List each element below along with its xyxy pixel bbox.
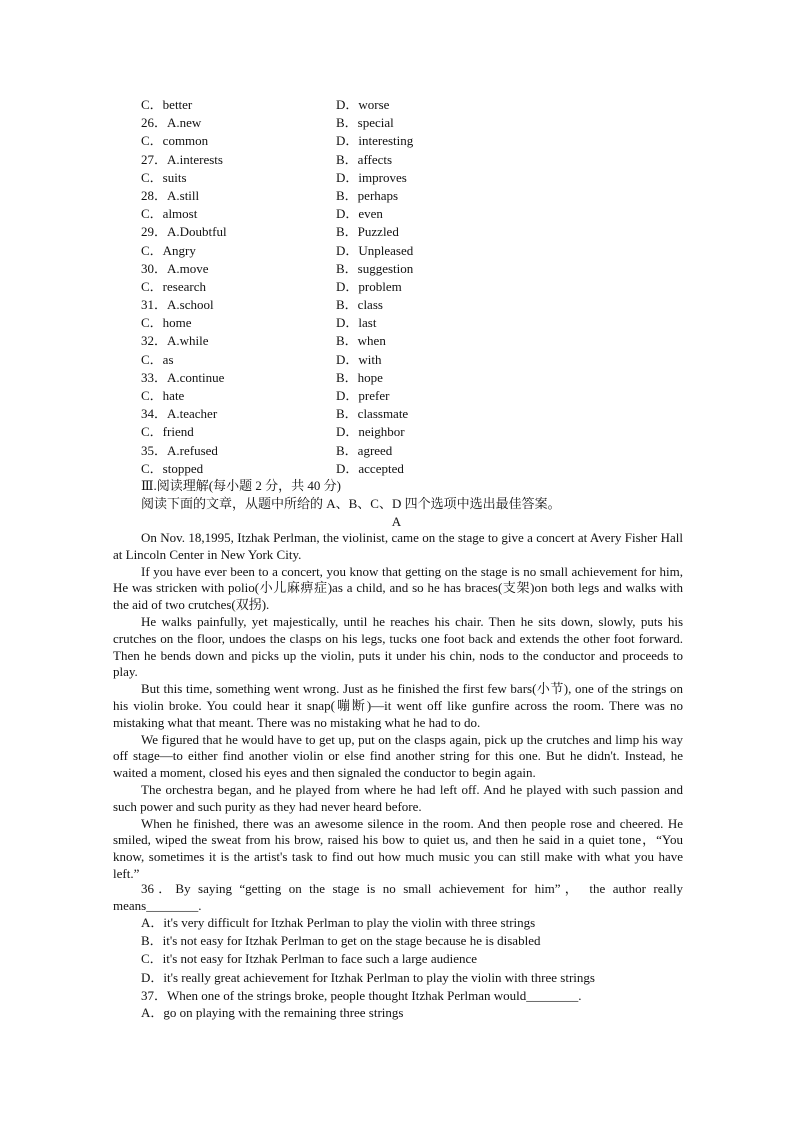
option-row: [141, 278, 561, 296]
option-right: D．worse: [336, 97, 390, 112]
option-left: 31．A.school: [141, 297, 214, 313]
option-left: C．better: [141, 97, 193, 112]
option-left: C．Angry: [141, 242, 196, 258]
option-row: [141, 223, 561, 241]
option-left: 30．A.move: [141, 260, 209, 276]
question-stem: 36．By saying “getting on the stage is no small achievement for him”， the author really means________.: [113, 881, 683, 913]
option-left: C．friend: [141, 424, 194, 440]
reading-passage: [113, 530, 683, 883]
option-row: [141, 260, 561, 278]
answer-option: B．it's not easy for Itzhak Perlman to get on the stage because he is disabled: [141, 933, 541, 949]
option-left: C．research: [141, 278, 206, 294]
option-left: 33．A.continue: [141, 369, 225, 385]
option-row: [141, 205, 561, 223]
option-left: C．home: [141, 315, 192, 331]
option-row: [141, 369, 561, 387]
option-row: [141, 151, 561, 169]
option-right: B．hope: [336, 369, 383, 385]
option-row: [141, 387, 561, 405]
option-row: [141, 242, 561, 260]
option-row: [141, 351, 561, 369]
question-36: [113, 880, 683, 987]
option-left: 26．A.new: [141, 115, 202, 131]
option-right: B．agreed: [336, 442, 393, 458]
passage-paragraph: On Nov. 18,1995, Itzhak Perlman, the violinist, came on the stage to give a concert at Avery Fisher Hall at Lincoln Center in New York City.: [113, 530, 683, 562]
option-row: [141, 96, 561, 114]
option-right: D．accepted: [336, 460, 404, 476]
option-right: D．improves: [336, 169, 407, 185]
option-row: [141, 314, 561, 332]
option-row: [141, 187, 561, 205]
option-row: [141, 332, 561, 350]
section-title: Ⅲ.阅读理解(每小题 2 分，共 40 分): [141, 478, 341, 493]
option-right: B．classmate: [336, 406, 409, 422]
option-row: [141, 442, 561, 460]
option-right: B．special: [336, 115, 394, 131]
answer-option: C．it's not easy for Itzhak Perlman to face such a large audience: [141, 951, 478, 967]
option-left: C．stopped: [141, 460, 204, 476]
option-right: D．last: [336, 315, 377, 331]
answer-option: A．go on playing with the remaining three strings: [141, 1005, 404, 1020]
passage-paragraph: The orchestra began, and he played from where he had left off. And he played with such passion and such power and such purity as they had never heard before.: [113, 781, 683, 814]
option-right: D．Unpleased: [336, 242, 414, 258]
option-left: 34．A.teacher: [141, 406, 218, 422]
answer-option: A．it's very difficult for Itzhak Perlman to play the violin with three strings: [141, 915, 536, 930]
cloze-options-block: [141, 96, 561, 478]
option-left: 27．A.interests: [141, 151, 223, 167]
option-left: C．almost: [141, 206, 198, 222]
option-right: D．with: [336, 351, 382, 367]
option-row: [141, 423, 561, 441]
option-left: 29．A.Doubtful: [141, 224, 227, 240]
option-right: D．interesting: [336, 133, 414, 149]
option-left: C．as: [141, 351, 174, 367]
option-left: 32．A.while: [141, 333, 209, 349]
option-left: C．suits: [141, 169, 187, 185]
option-row: [141, 460, 561, 478]
answer-option: D．it's really great achievement for Itzhak Perlman to play the violin with three strings: [141, 969, 595, 985]
option-right: B．when: [336, 333, 386, 349]
option-left: C．common: [141, 133, 209, 149]
option-row: [141, 296, 561, 314]
option-row: [141, 169, 561, 187]
option-row: [141, 132, 561, 150]
question-37: [113, 987, 683, 1022]
passage-paragraph: When he finished, there was an awesome silence in the room. And then people rose and cheered. He smiled, wiped the sweat from his brow, raised his bow to quiet us, and then he said in a quiet tone，“You know, sometimes it is the artist's task to find out how much music you can still make with what you have left.”: [113, 815, 683, 881]
option-right: D．even: [336, 206, 383, 222]
option-right: B．perhaps: [336, 187, 399, 203]
option-right: B．Puzzled: [336, 224, 399, 240]
instruction-text: 阅读下面的文章，从题中所给的 A、B、C、D 四个选项中选出最佳答案。: [141, 496, 561, 511]
option-right: D．prefer: [336, 388, 390, 403]
option-right: D．neighbor: [336, 424, 405, 440]
passage-label: A: [391, 514, 402, 529]
passage-paragraph: He walks painfully, yet majestically, until he reaches his chair. Then he sits down, slowly, puts his crutches on the floor, undoes the clasps on his legs, tucks one foot back and extends the other foot forward. Then he bends down and picks up the violin, puts it under his chin, nods to the conductor and proceeds to play.: [113, 613, 683, 680]
question-stem: 37．When one of the strings broke, people thought Itzhak Perlman would________.: [141, 988, 582, 1003]
option-right: D．problem: [336, 278, 402, 294]
option-row: [141, 114, 561, 132]
option-left: C．hate: [141, 388, 185, 403]
passage-paragraph: If you have ever been to a concert, you know that getting on the stage is no small achievement for him, He was stricken with polio(小儿麻痹症)as a child, and so he has braces(支架)on both legs and walks with the aid of two crutches(双拐).: [113, 563, 683, 613]
passage-paragraph: We figured that he would have to get up, put on the clasps again, pick up the crutches and limp his way off stage—to either find another violin or else find another string for this one. But he didn't. Instead, he waited a moment, closed his eyes and then signaled the conductor to begin again.: [113, 731, 683, 781]
option-left: 28．A.still: [141, 187, 200, 203]
option-row: [141, 405, 561, 423]
option-right: B．class: [336, 297, 383, 313]
option-right: B．suggestion: [336, 260, 414, 276]
passage-paragraph: But this time, something went wrong. Just as he finished the first few bars(小节), one of the strings on his violin broke. You could hear it snap(嘣断)—it went off like gunfire across the room. There was no mistaking what that meant. There was no mistaking what he had to do.: [113, 681, 683, 730]
option-right: B．affects: [336, 151, 393, 167]
option-left: 35．A.refused: [141, 442, 218, 458]
